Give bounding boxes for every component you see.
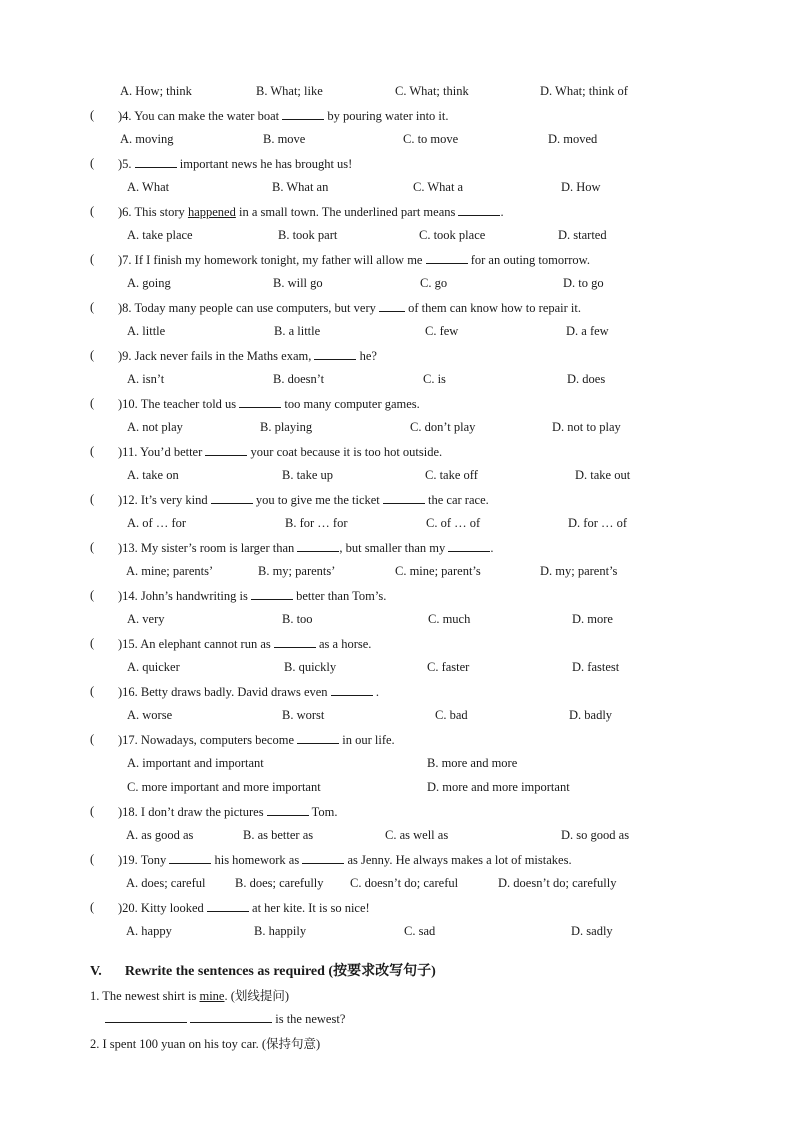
option-d: D. What; think of [540,84,628,98]
option-d: D. does [567,372,606,386]
answer-blank[interactable] [267,803,309,816]
option-b: B. took part [278,228,338,242]
option-b: B. What; like [256,84,323,98]
option-a: A. as good as [126,828,194,842]
rewrite-answer-line [105,1010,345,1027]
option-c: C. is [423,372,446,386]
answer-blank[interactable] [426,251,468,264]
question-text: better than Tom’s. [296,589,387,603]
question-text: in a small town. The underlined part means [238,205,456,219]
option-c: C. few [425,324,459,338]
option-d: D. How [561,180,601,194]
option-b: B. too [282,612,313,626]
question-text: Today many people can use computers, but very [134,301,376,315]
question-number: )4. [118,109,132,123]
question-text: My sister’s room is larger than [140,541,295,555]
option-c: C. go [420,276,448,290]
answer-paren: ( [90,684,95,698]
question-text: important news he has brought us! [179,157,353,171]
answer-paren: ( [90,396,95,410]
answer-blank[interactable] [135,155,177,168]
answer-paren: ( [90,156,95,170]
rewrite-text: 2. I spent 100 yuan on his toy car. (保持句意) [90,1037,321,1051]
question-text: This story [134,205,185,219]
rewrite-text: is the newest? [275,1012,346,1026]
answer-blank[interactable] [314,347,356,360]
answer-blank[interactable] [302,851,344,864]
option-b: B. quickly [284,660,337,674]
answer-paren: ( [90,852,95,866]
question-number: )18. [118,805,138,819]
option-a: A. take place [127,228,193,242]
answer-blank[interactable] [190,1010,272,1023]
question-text: Nowadays, computers become [140,733,294,747]
question-text: Tony [140,853,167,867]
option-c: C. more important and more important [127,780,321,794]
option-b: B. a little [274,324,321,338]
question-text: you to give me the ticket [255,493,380,507]
question-text: You can make the water boat [134,109,280,123]
question-text: Betty draws badly. David draws even [140,685,328,699]
option-c: C. take off [425,468,478,482]
answer-paren: ( [90,300,95,314]
option-b: B. move [263,132,306,146]
question-text: of them can know how to repair it. [408,301,581,315]
answer-blank[interactable] [239,395,281,408]
option-d: D. to go [563,276,604,290]
option-a: A. not play [127,420,183,434]
option-b: B. will go [273,276,323,290]
option-d: D. badly [569,708,613,722]
option-c: C. much [428,612,471,626]
question-number: )11. [118,445,138,459]
section-title: Rewrite the sentences as required (按要求改写句子) [124,964,436,979]
question-text: by pouring water into it. [327,109,449,123]
option-d: D. fastest [572,660,620,674]
rewrite-item-2 [90,1034,320,1052]
question-text: Jack never fails in the Maths exam, [134,349,312,363]
question-number: )19. [118,853,138,867]
option-a: A. happy [126,924,172,938]
answer-blank[interactable] [448,539,490,552]
answer-paren: ( [90,900,95,914]
answer-blank[interactable] [207,899,249,912]
answer-paren: ( [90,732,95,746]
answer-blank[interactable] [379,299,405,312]
option-b: B. doesn’t [273,372,325,386]
question-number: )8. [118,301,132,315]
option-c: C. as well as [385,828,449,842]
option-a: A. very [127,612,165,626]
question-text: , but smaller than my [339,541,446,555]
answer-paren: ( [90,492,95,506]
option-b: B. happily [254,924,307,938]
option-a: A. of … for [127,516,187,530]
answer-paren: ( [90,804,95,818]
question-number: )7. [118,253,132,267]
option-c: C. What; think [395,84,469,98]
answer-blank[interactable] [105,1010,187,1023]
question-text: he? [359,349,377,363]
question-text: An elephant cannot run as [140,637,271,651]
answer-blank[interactable] [205,443,247,456]
question-text: I don’t draw the pictures [140,805,264,819]
answer-blank[interactable] [331,683,373,696]
option-d: D. take out [575,468,631,482]
rewrite-item-1 [90,986,289,1004]
question-text: for an outing tomorrow. [470,253,591,267]
option-d: D. moved [548,132,598,146]
option-a: A. mine; parents’ [126,564,214,578]
option-b: B. my; parents’ [258,564,336,578]
option-d: D. a few [566,324,609,338]
question-number: )14. [118,589,138,603]
option-a: A. take on [127,468,179,482]
option-c: C. took place [419,228,486,242]
question-text: the car race. [428,493,489,507]
option-a: A. isn’t [127,372,165,386]
answer-blank[interactable] [169,851,211,864]
option-c: C. mine; parent’s [395,564,481,578]
option-c: C. to move [403,132,459,146]
option-d: D. for … of [568,516,628,530]
option-c: C. sad [404,924,436,938]
question-text: as Jenny. He always makes a lot of mistakes. [347,853,572,867]
question-number: )10. [118,397,138,411]
option-c: C. What a [413,180,464,194]
answer-blank[interactable] [297,731,339,744]
option-a: A. moving [120,132,174,146]
question-text: at her kite. It is so nice! [252,901,370,915]
question-number: )17. [118,733,138,747]
question-number: )6. [118,205,132,219]
section-number: V. [90,964,102,979]
question-text: If I finish my homework tonight, my father will allow me [134,253,423,267]
question-number: )15. [118,637,138,651]
option-a: A. worse [127,708,173,722]
question-text: his homework as [214,853,300,867]
answer-blank[interactable] [297,539,339,552]
question-text: The teacher told us [140,397,237,411]
answer-blank[interactable] [211,491,253,504]
answer-blank[interactable] [274,635,316,648]
question-text: Kitty looked [140,901,204,915]
answer-paren: ( [90,588,95,602]
rewrite-text: 1. The newest shirt is [90,989,200,1003]
option-b: B. What an [272,180,329,194]
question-text: It’s very kind [140,493,208,507]
option-b: B. take up [282,468,334,482]
option-c: C. don’t play [410,420,476,434]
question-number: )16. [118,685,138,699]
question-text: You’d better [140,445,203,459]
option-a: A. going [127,276,171,290]
section-heading [90,960,436,980]
answer-blank[interactable] [458,203,500,216]
answer-paren: ( [90,636,95,650]
option-d: D. my; parent’s [540,564,618,578]
underlined-word: mine [199,989,225,1003]
underlined-word: happened [187,205,236,219]
question-number: )13. [118,541,138,555]
option-c: C. of … of [426,516,481,530]
option-d: D. not to play [552,420,621,434]
option-a: A. How; think [120,84,192,98]
answer-paren: ( [90,204,95,218]
answer-paren: ( [90,540,95,554]
question-text: in our life. [342,733,395,747]
option-c: C. faster [427,660,470,674]
option-a: A. important and important [127,756,264,770]
question-number: )9. [118,349,132,363]
question-text: John’s handwriting is [140,589,248,603]
answer-blank[interactable] [383,491,425,504]
answer-blank[interactable] [251,587,293,600]
question-number: )5. [118,157,132,171]
question-number: )20. [118,901,138,915]
question-text: . [375,685,379,699]
question-text: too many computer games. [284,397,420,411]
option-a: A. does; careful [126,876,206,890]
question-text: . [500,205,504,219]
option-a: A. little [127,324,166,338]
option-b: B. playing [260,420,313,434]
option-c: C. doesn’t do; careful [350,876,459,890]
answer-paren: ( [90,108,95,122]
option-c: C. bad [435,708,468,722]
answer-paren: ( [90,444,95,458]
option-b: B. does; carefully [235,876,324,890]
option-d: D. more [572,612,613,626]
option-b: B. worst [282,708,325,722]
question-text: your coat because it is too hot outside. [250,445,443,459]
option-d: D. started [558,228,607,242]
answer-paren: ( [90,252,95,266]
option-b: B. as better as [243,828,314,842]
option-a: A. What [127,180,170,194]
option-b: B. for … for [285,516,348,530]
option-d: D. more and more important [427,780,570,794]
question-text: Tom. [311,805,338,819]
option-d: D. doesn’t do; carefully [498,876,617,890]
question-number: )12. [118,493,138,507]
answer-paren: ( [90,348,95,362]
question-text: as a horse. [319,637,372,651]
rewrite-text: . (划线提问) [224,989,290,1003]
question-text: . [490,541,494,555]
option-a: A. quicker [127,660,180,674]
option-d: D. sadly [571,924,613,938]
option-b: B. more and more [427,756,518,770]
option-d: D. so good as [561,828,630,842]
answer-blank[interactable] [282,107,324,120]
